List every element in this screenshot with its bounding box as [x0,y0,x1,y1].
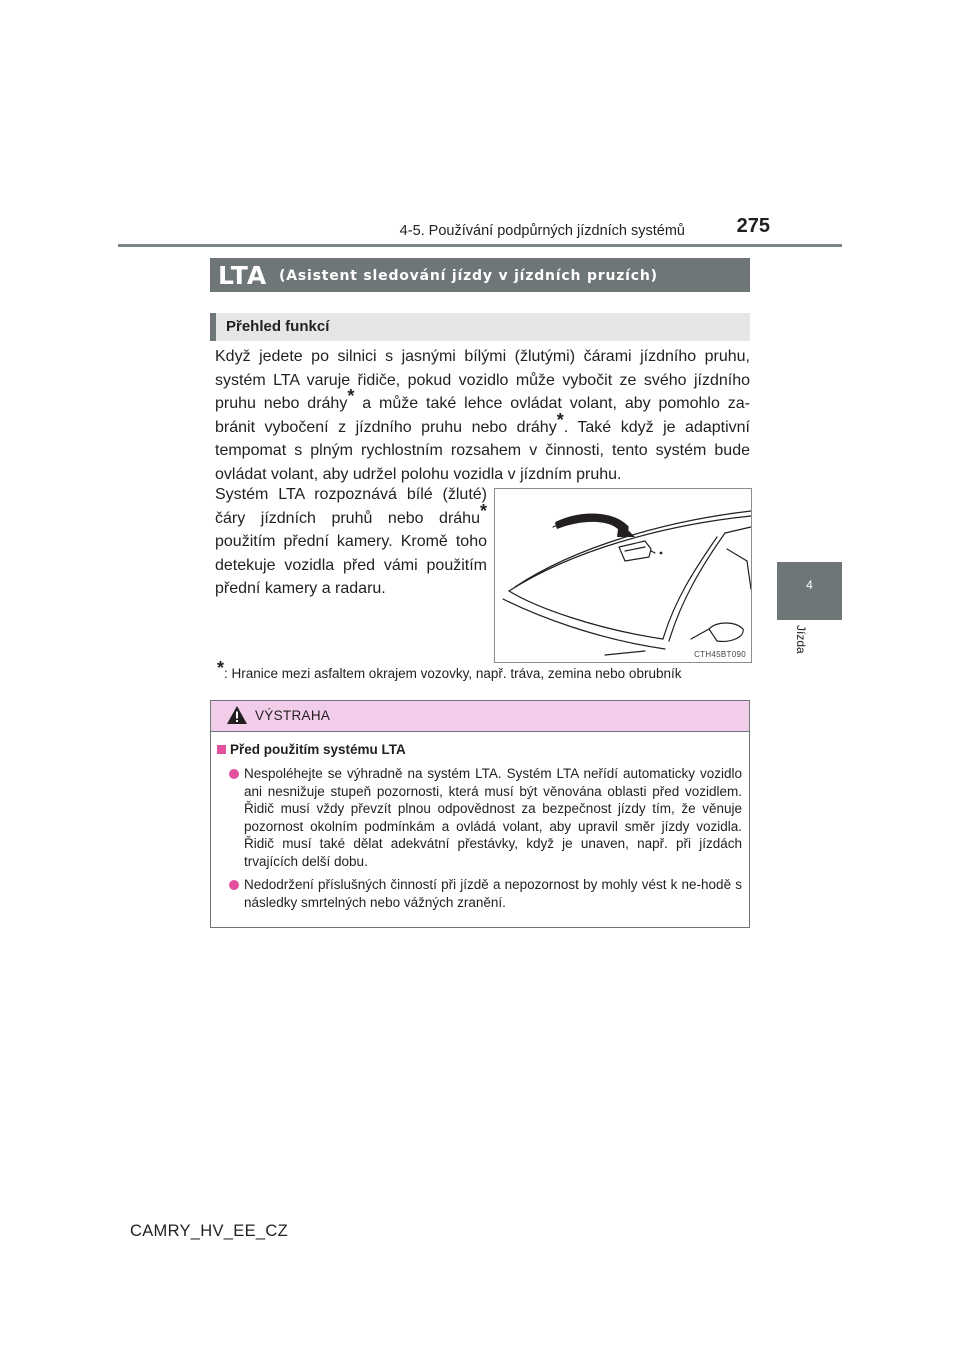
footnote-marker: * [479,500,487,521]
warning-title: VÝSTRAHA [255,708,331,723]
chapter-tab-number: 4 [806,578,813,592]
warning-box [210,700,750,928]
intro-text-2: a může také lehce ovládat volant, aby pomohlo za-bránit vybočení z jízdního pruhu nebo dráhy [215,395,751,436]
sub-heading-bar [210,313,216,341]
detection-text-1: Systém LTA rozpoznává bílé (žluté) čáry jízdních pruhů nebo dráhu [215,486,487,527]
page-number: 275 [736,215,770,237]
warning-bullet [229,765,742,870]
intro-text-1: Když jedete po silnici s jasnými bílými (žlutými) čárami jízdního pruhu, systém LTA varuje řidiče, pokud vozidlo může vybočit ze svého jízdního pruhu nebo dráhy [215,348,750,412]
windshield-camera-illustration [495,489,751,662]
main-heading-subtitle: (Asistent sledování jízdy v jízdních pruzích) [279,268,658,284]
detection-text-2: použitím přední kamery. Kromě toho detekuje vozidla před vámi použitím přední kamery a radaru. [215,533,487,597]
sub-heading-text: Přehled funkcí [226,318,330,335]
warning-bullet [229,876,742,911]
square-bullet-icon [217,745,226,754]
warning-bullet-text: Nespoléhejte se výhradně na systém LTA. Systém LTA neřídí automaticky vozidlo ani nesnižuje stupeň pozornosti, která musí být věnována oblasti před vozidlem. Řidič musí vždy převzít plnou odpovědnost za bezpečnost jízdy tím, že věnuje pozornost okolním podmínkám a ovládá volant, aby upravil směr jízdy vozidla. Řidič musí také dělat adekvátní přestávky, když je unaven, např. při jízdách trvajících delší dobu. [244,766,742,869]
footnote-marker: * [556,409,564,430]
figure-code: CTH45BT090 [694,650,746,659]
main-heading [210,258,750,292]
footnote-marker: * [347,386,355,406]
chapter-tab-label [794,625,808,675]
circle-bullet-icon [229,769,239,779]
footnote [217,658,757,681]
header-divider [118,244,842,247]
warning-subheading [217,742,406,757]
warning-subheading-text: Před použitím systému LTA [230,742,406,757]
chapter-tab-label-text: Jízda [794,625,808,654]
windshield-camera-figure [494,488,752,663]
intro-paragraph [215,345,750,486]
footnote-asterisk: * [217,658,225,678]
warning-triangle-icon [226,705,248,725]
footnote-text: : Hranice mezi asfaltem okrajem vozovky, např. tráva, zemina nebo obrubník [224,666,682,681]
section-title: 4-5. Používání podpůrných jízdních systémů [399,223,685,239]
circle-bullet-icon [229,880,239,890]
sub-heading [210,313,750,341]
detection-paragraph [215,483,487,601]
document-code: CAMRY_HV_EE_CZ [130,1222,288,1240]
intro-text-3: . Také když je adaptivní tempomat s plným rychlostním rozsahem v činnosti, tento systém bude ovládat volant, aby udržel polohu vozidla v jízdním pruhu. [215,418,750,483]
warning-header [211,701,749,732]
main-heading-acronym: LTA [218,261,268,290]
warning-bullet-text: Nedodržení příslušných činností při jízdě a nepozornost by mohly vést k ne-hodě s následky smrtelných nebo vážných zranění. [244,877,742,910]
